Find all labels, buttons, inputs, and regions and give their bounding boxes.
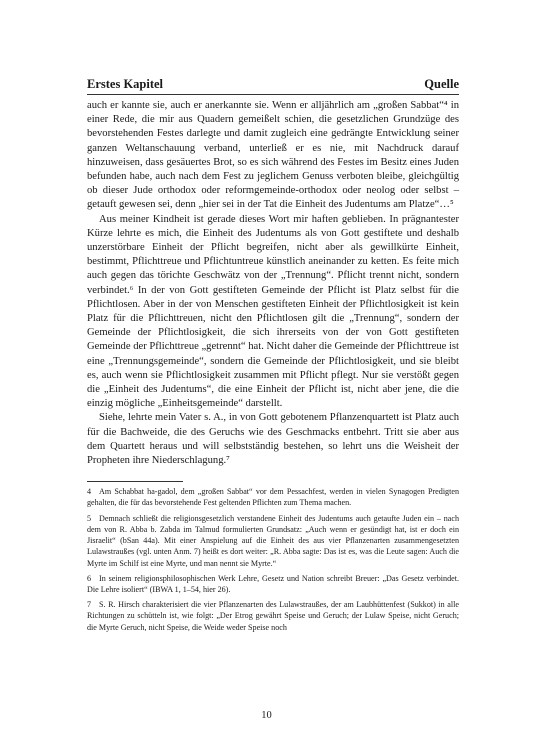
footnote-text: In seinem religionsphilosophischen Werk Lehre, Gesetz und Nation schreibt Breuer: „Das Gesetz verbindet. Die Lehre isoliert“ (IBWA 1, 1–54, hier 26). — [87, 573, 459, 594]
paragraph: Aus meiner Kindheit ist gerade dieses Wort mir haften geblieben. In prägnantester Kürze lehrte es mich, die Einheit des Judentums als von Gott gestiftete und deshalb unzerstörbare Einheit der Pflicht begreifen, nicht aber als gewillkürte Einheit, bestimmt, Pflichttreue und Pflichtuntreue künstlich aneinander zu ketten. Es feite mich auch gegen das törichte Geschwätz von der „Trennung“. Pflicht trennt nicht, sondern verbindet.⁶ In der von Gott gestifteten Gemeinde der Pflicht ist Platz selbst für die Pflichtlosen. Aber in der von Menschen gestifteten Einheit der Pflichtlosigkeit ist kein Platz für die Pflichttreuen, nicht den Pflichtlosen gilt die „Trennung“, sondern der Gemeinde der Pflichtlosigkeit, die sich ihrerseits von der von Gott gestifteten Gemeinde der Pflichttreue „getrennt“ hat. Nicht daher die Gemeinde der Pflichttreue ist eine „Trennungsgemeinde“, sondern die Gemeinde der Pflichtlosigkeit, und sie bleibt es, auch wenn sie Pflichtlosigkeit zusammen mit Pflicht pflegt. Nur sie verstößt gegen die „Einheit des Judentums“, die eine Einheit der Pflicht ist, nicht aber jene, die die einzig mögliche „Einheitsgemeinde“ darstellt. — [87, 213, 459, 410]
footnote-number: 5 — [87, 513, 92, 523]
page — [87, 76, 459, 637]
section-title: Quelle — [424, 77, 459, 91]
footnote-number: 7 — [87, 600, 92, 610]
footnote-text: Demnach schließt die religionsgesetzlich verstandene Einheit des Judentums auch getaufte Juden ein – nach dem von R. Abba b. Zabda im Talmud formulierten Grundsatz: „Auch wenn er gesündigt hat, ist er doch ein Jisraelit“ (bSan 44a). Mit einer Anspielung auf die Einheit des aus vier Pflanzenarten zusammengesetzten Lulawstraußes (vgl. unten Anm. 7) heißt es dort weiter: „R. Abba sagte: Das ist es, was die Leute sagen: Auch die Myrte im Schilf ist eine Myrte, und man nennt sie Myrte.“ — [87, 513, 459, 568]
chapter-title: Erstes Kapitel — [87, 77, 164, 91]
page-number: 10 — [261, 710, 272, 721]
paragraph: auch er kannte sie, auch er anerkannte sie. Wenn er alljährlich am „großen Sabbat“⁴ in einer Rede, die mir aus Quadern gemeißelt schien, die gesetzlichen Grundzüge des bevorstehenden Festes darlegte und damit zugleich eine gedrängte Entwicklung seiner ganzen Weltanschauung verband, unterließ er es nie, mit Nachdruck darauf hinzuweisen, dass gesäuertes Brot, so es sich während des Festes im Besitz eines Juden befunden habe, auch nach dem Fest zu jeglichem Genuss verboten bleibe, gleichgültig ob dieser Jude orthodox oder reformgemeinde-orthodox oder neolog oder selbst – getauft gewesen sei, denn „hier sei in der Tat die Einheit des Judentums am Platze“…⁵ — [87, 100, 459, 211]
paragraph: Siehe, lehrte mein Vater s. A., in von Gott gebotenem Pflanzenquartett ist Platz auch für die Bachweide, die des Geruchs wie des Geschmacks entbehrt. Tritt sie aber aus dem Quartett heraus und will selbstständig bestehen, so lehrt uns die Weisheit der Propheten ihre Niederschlagung.⁷ — [87, 412, 459, 467]
footnote — [87, 573, 459, 595]
footnotes — [87, 486, 459, 632]
footnote-number: 4 — [87, 487, 92, 497]
footnote-text: S. R. Hirsch charakterisiert die vier Pflanzenarten des Lulawstraußes, der am Laubhüttenfest (Sukkot) in alle Richtungen zu schütteln ist, wie folgt: „Der Etrog gewährt Speise und Geruch; der Lulaw Speise, nicht Geruch; die Myrte Geruch, nicht Speise, die Weide weder Speise noch — [87, 600, 459, 632]
footnote — [87, 599, 459, 633]
footnote — [87, 513, 459, 569]
running-head — [87, 76, 459, 95]
body-text — [87, 99, 459, 468]
footnote-text: Am Schabbat ha-gadol, dem „großen Sabbat“ vor dem Pessachfest, werden in vielen Synagogen Predigten gehalten, die für das bevorstehende Fest geltenden Pflichten zum Thema machen. — [87, 487, 459, 508]
footnote-rule — [87, 481, 183, 482]
footnote-number: 6 — [87, 573, 92, 583]
footnote — [87, 486, 459, 508]
